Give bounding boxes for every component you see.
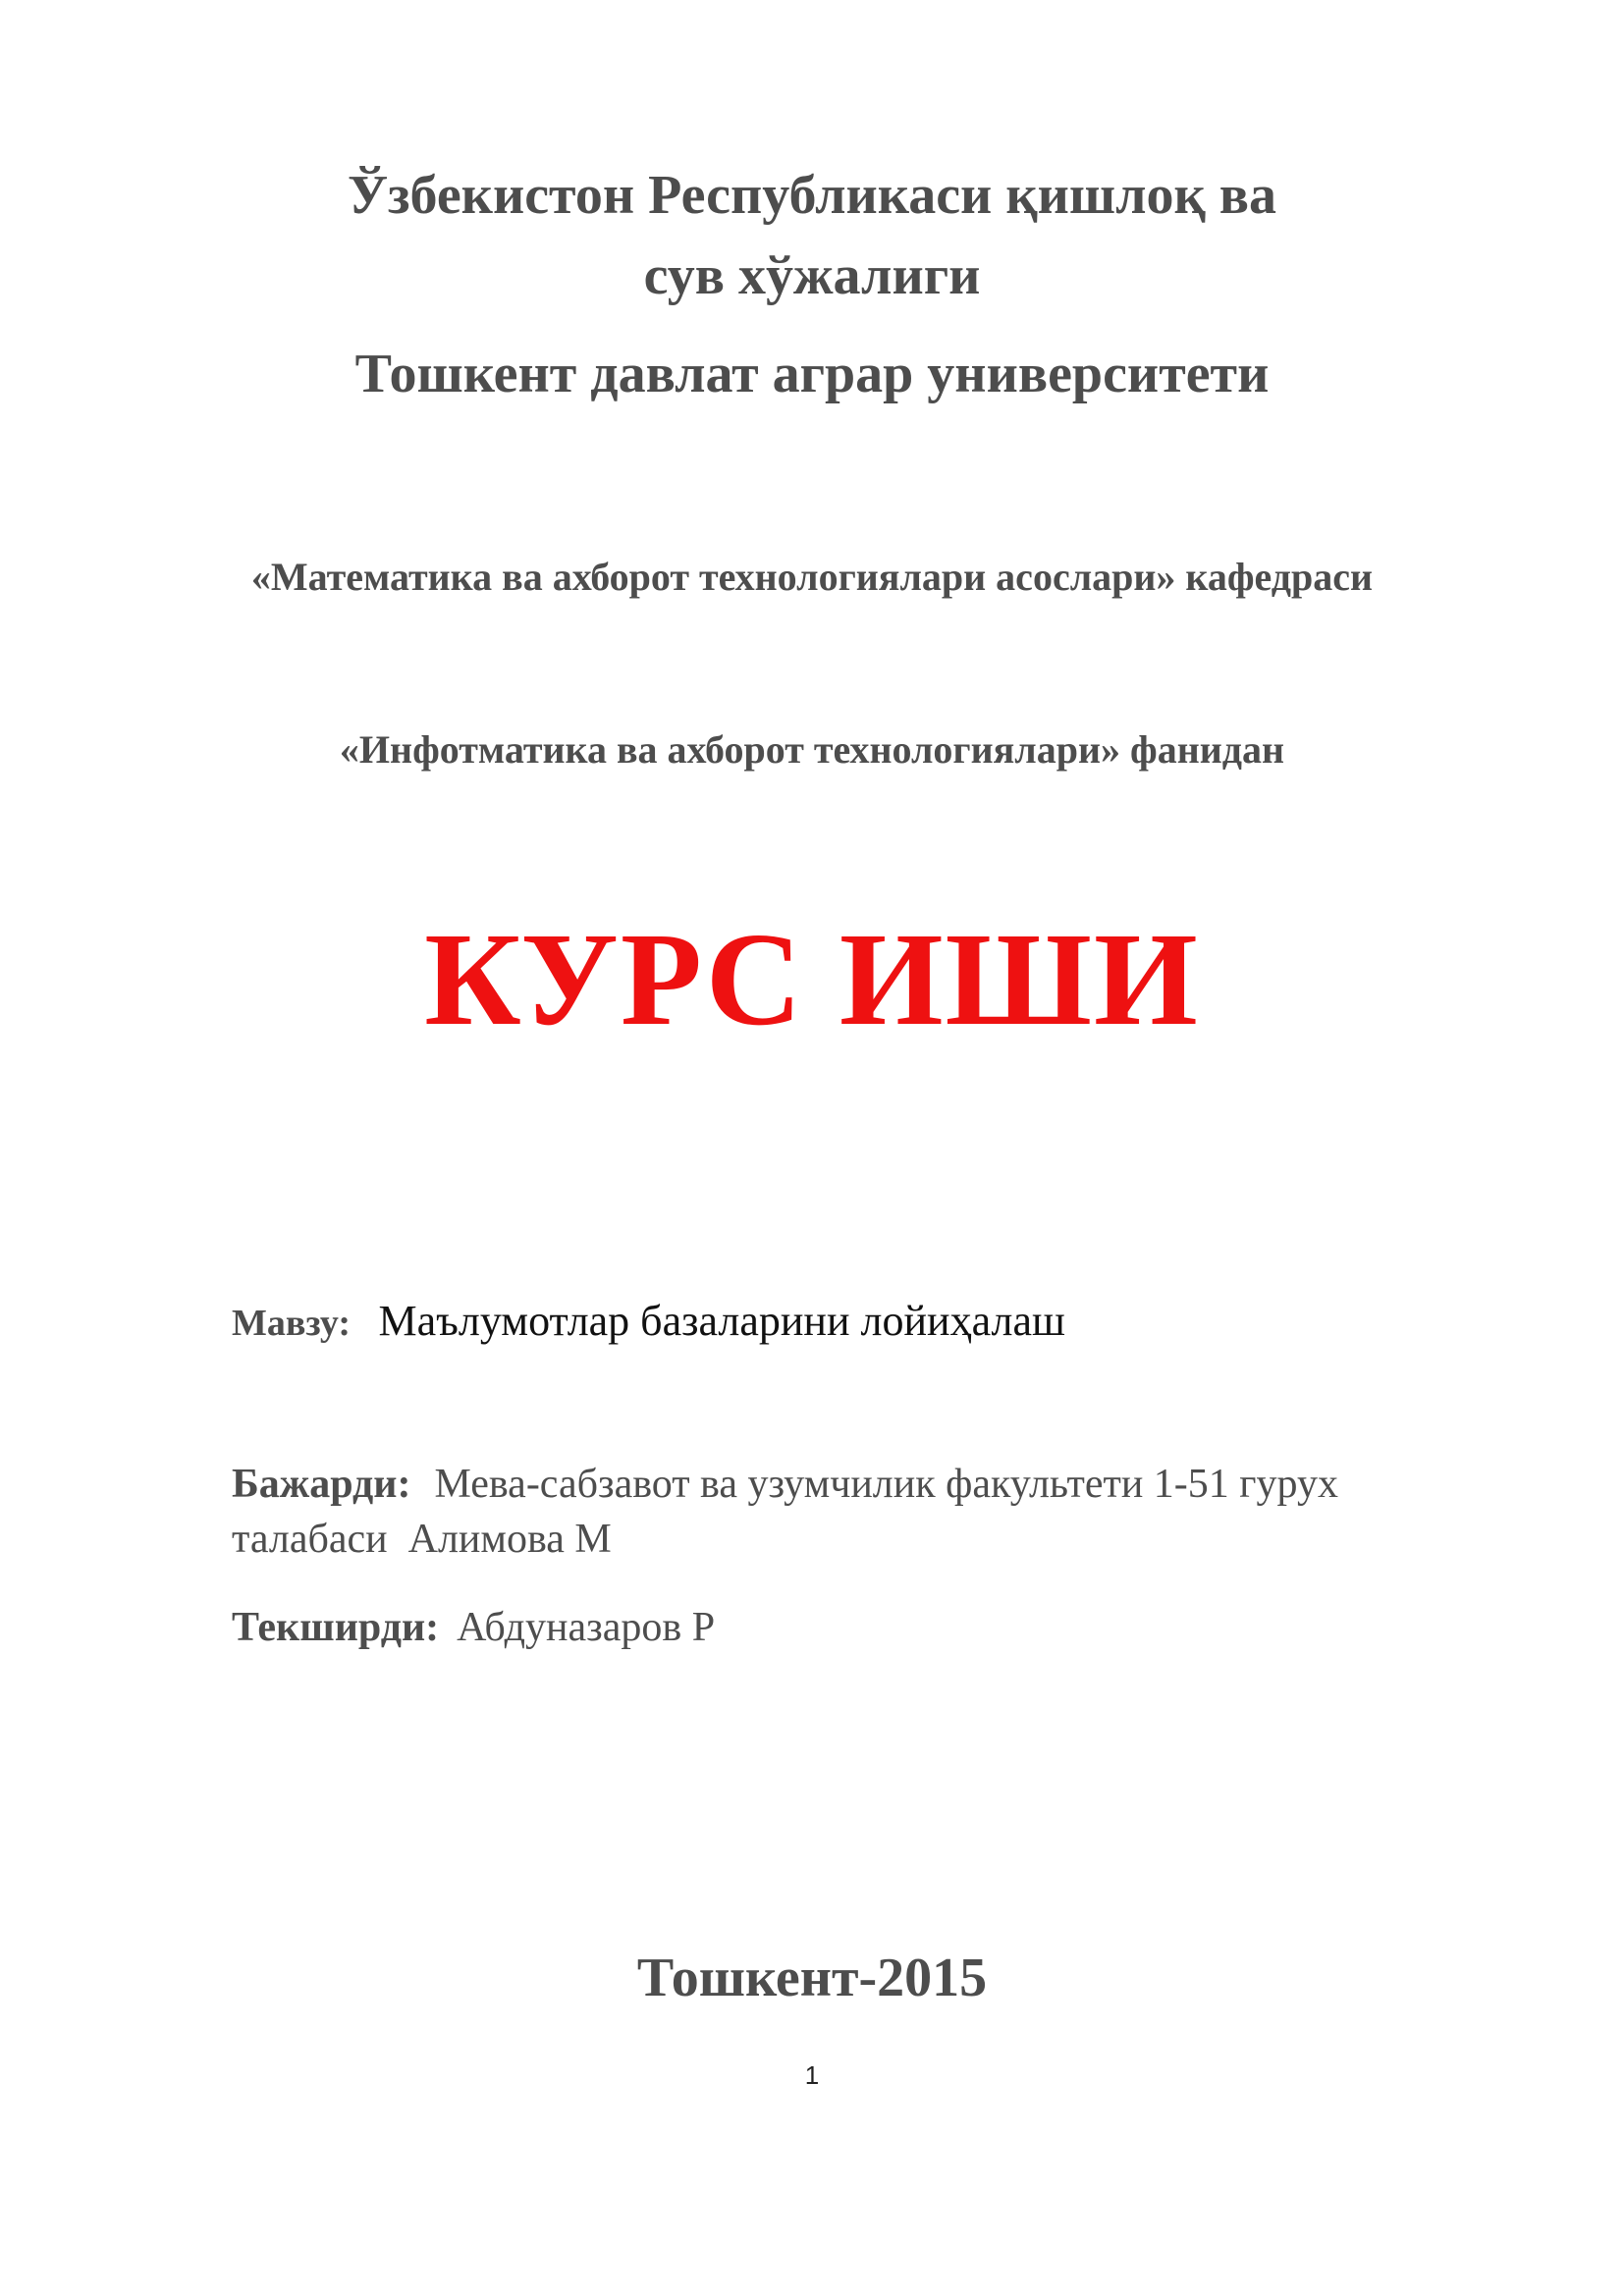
performer-label: Бажарди: [232, 1462, 411, 1507]
ministry-line-2: сув хўжалиги [643, 245, 981, 306]
page-number: 1 [804, 2060, 820, 2090]
checker-field [232, 1600, 1439, 1655]
performer-value-line-2: талабаси Алимова М [232, 1517, 612, 1562]
topic-field [232, 1294, 1439, 1351]
checker-label: Текширди: [232, 1605, 440, 1650]
university-heading: Тошкент давлат аграр университети [354, 344, 1270, 404]
ministry-line-1: Ўзбекистон Республикаси қишлоқ ва [347, 165, 1277, 226]
checker-value: Абдуназаров Р [457, 1605, 716, 1650]
department-line: «Математика ва ахборот технологиялари асослари» кафедраси [250, 555, 1374, 599]
performer-field [232, 1457, 1439, 1567]
subject-line: «Инфотматика ва ахборот технологиялари» фанидан [339, 727, 1285, 772]
ministry-heading [0, 155, 1624, 316]
topic-label: Мавзу: [232, 1303, 352, 1344]
document-type-title: КУРС ИШИ [424, 906, 1200, 1053]
city-year: Тошкент-2015 [636, 1948, 988, 2008]
topic-value: Маълумотлар базаларини лойиҳалаш [378, 1297, 1065, 1345]
performer-value-line-1: Мева-сабзавот ва узумчилик факультети 1-51 гурух [434, 1462, 1338, 1507]
